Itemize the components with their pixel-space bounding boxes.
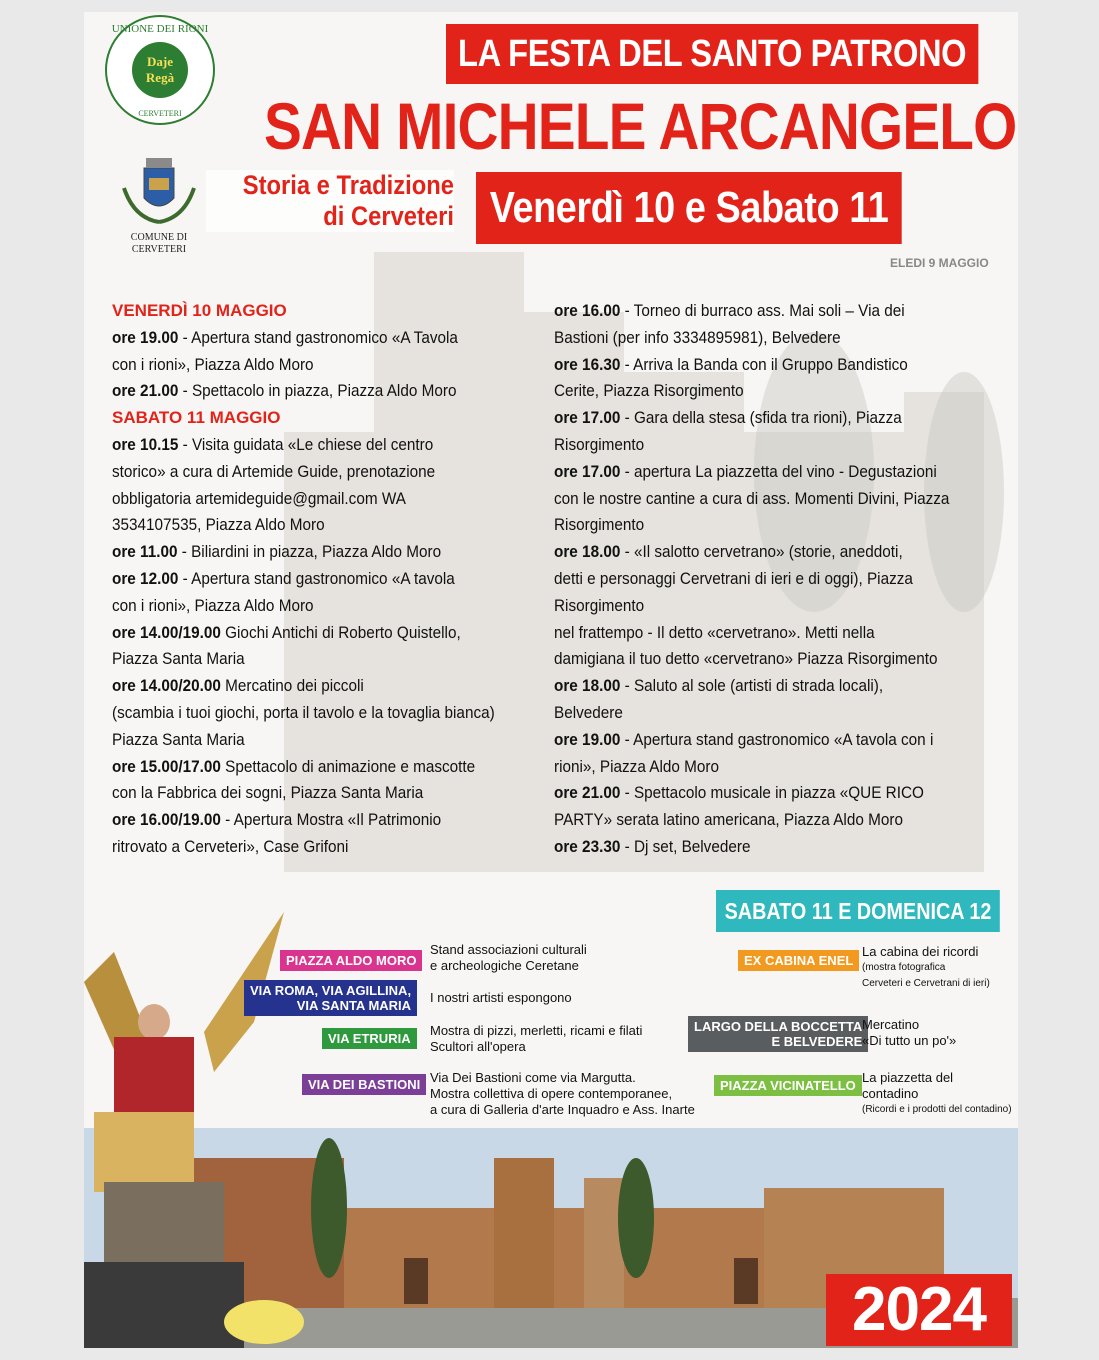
- location-tag-line: VIA ROMA, VIA AGILLINA,: [250, 983, 412, 998]
- schedule-entry: [112, 378, 532, 405]
- schedule-entry: [554, 673, 1014, 700]
- location-tag-line: LARGO DELLA BOCCETTA: [694, 1019, 863, 1034]
- schedule-entry: [112, 727, 532, 754]
- entry-line: [554, 378, 1014, 405]
- schedule-entry: [112, 459, 532, 486]
- entry-time: ore 17.00: [554, 461, 621, 481]
- entry-line: [112, 593, 532, 620]
- entry-line: [554, 780, 1014, 807]
- date-note: ELEDI 9 MAGGIO: [890, 256, 989, 270]
- location-description-line: La piazzetta del: [862, 1070, 954, 1085]
- location-tag: [244, 980, 417, 1016]
- schedule-entry: [112, 325, 532, 352]
- entry-text: con i rioni», Piazza Aldo Moro: [112, 354, 314, 374]
- location-tag: [688, 1016, 868, 1052]
- schedule-entry: [554, 352, 1014, 379]
- location-description-line: Via Dei Bastioni come via Margutta.: [430, 1070, 636, 1085]
- location-description-line: Mercatino: [862, 1017, 920, 1032]
- schedule-entry: [554, 780, 1014, 807]
- saint-michael-statue: [84, 912, 304, 1348]
- title-patron-feast: LA FESTA DEL SANTO PATRONO: [446, 24, 978, 84]
- entry-text: Spettacolo di animazione e mascotte: [220, 756, 476, 776]
- saturday-entries: [112, 432, 532, 861]
- entry-text: ritrovato a Cerveteri», Case Grifoni: [112, 836, 349, 856]
- entry-text: - apertura La piazzetta del vino - Degustazioni: [620, 461, 937, 481]
- entry-text: damigiana il tuo detto «cervetrano» Piazza Risorgimento: [554, 649, 938, 669]
- svg-text:COMUNE DI: COMUNE DI: [130, 232, 188, 243]
- location-description-line: contadino: [862, 1086, 919, 1101]
- entry-line: [554, 432, 1014, 459]
- schedule-entry: [554, 298, 1014, 325]
- entry-text: - Apertura stand gastronomico «A Tavola: [178, 327, 458, 347]
- entry-text: - Apertura stand gastronomico «A tavola con i: [620, 729, 934, 749]
- entry-text: - Spettacolo musicale in piazza «QUE RICO: [620, 783, 924, 803]
- location-description: [430, 942, 587, 974]
- schedule-entry: [112, 807, 532, 834]
- entry-line: [554, 727, 1014, 754]
- location-description-line: e archeologiche Ceretane: [430, 958, 579, 973]
- location-description: [862, 944, 990, 992]
- entry-text: con i rioni», Piazza Aldo Moro: [112, 595, 314, 615]
- schedule-entry: [112, 700, 532, 727]
- schedule-entry: [112, 673, 532, 700]
- entry-line: [554, 834, 1014, 861]
- svg-text:Regà: Regà: [145, 70, 175, 85]
- entry-text: (scambia i tuoi giochi, porta il tavolo e la tovaglia bianca): [112, 702, 495, 722]
- entry-line: [112, 566, 532, 593]
- entry-text: nel frattempo - Il detto «cervetrano». Metti nella: [554, 622, 875, 642]
- location-tag: [714, 1075, 862, 1096]
- entry-text: - Dj set, Belvedere: [620, 836, 751, 856]
- event-dates: Venerdì 10 e Sabato 11: [476, 172, 902, 244]
- title-saint-name: SAN MICHELE ARCANGELO: [264, 89, 1017, 163]
- entry-line: [554, 754, 1014, 781]
- schedule-entry: [112, 780, 532, 807]
- entry-line: [112, 512, 532, 539]
- location-note-line: (mostra fotografica: [862, 962, 946, 973]
- entry-line: [554, 700, 1014, 727]
- location-description: [862, 1070, 1012, 1118]
- location-description-line: a cura di Galleria d'arte Inquadro e Ass. Inarte: [430, 1102, 695, 1117]
- entry-text: - Saluto al sole (artisti di strada locali),: [620, 676, 884, 696]
- entry-text: Risorgimento: [554, 434, 645, 454]
- schedule-entry: [554, 620, 1014, 647]
- location-description-line: Mostra collettiva di opere contemporanee,: [430, 1086, 673, 1101]
- entry-text: storico» a cura di Artemide Guide, prenotazione: [112, 461, 436, 481]
- svg-text:CERVETERI: CERVETERI: [138, 109, 182, 118]
- entry-line: [112, 620, 532, 647]
- entry-line: [112, 459, 532, 486]
- location-description: [862, 1017, 956, 1049]
- friday-entries: [112, 325, 532, 405]
- schedule-right-column: [554, 298, 1014, 861]
- schedule-entry: [112, 834, 532, 861]
- entry-time: ore 18.00: [554, 542, 621, 562]
- entry-text: Cerite, Piazza Risorgimento: [554, 381, 744, 401]
- entry-line: [112, 834, 532, 861]
- location-tag-line: VIA SANTA MARIA: [296, 998, 412, 1013]
- entry-text: rioni», Piazza Aldo Moro: [554, 756, 719, 776]
- location-description: [430, 1023, 642, 1055]
- location-description-line: Mostra di pizzi, merletti, ricami e filati: [430, 1023, 643, 1038]
- schedule-entry: [554, 807, 1014, 834]
- entry-text: - Gara della stesa (sfida tra rioni), Piazza: [620, 408, 902, 428]
- entry-line: [112, 700, 532, 727]
- entry-text: Risorgimento: [554, 515, 645, 535]
- entry-line: [554, 673, 1014, 700]
- entry-text: Risorgimento: [554, 595, 645, 615]
- entry-line: [112, 673, 532, 700]
- entry-text: 3534107535, Piazza Aldo Moro: [112, 515, 325, 535]
- location-tag-line: VIA ETRURIA: [328, 1031, 411, 1046]
- unione-dei-rioni-logo: [102, 12, 218, 128]
- entry-line: [554, 459, 1014, 486]
- entry-time: ore 15.00/17.00: [112, 756, 221, 776]
- entry-line: [112, 539, 532, 566]
- schedule-entry: [554, 700, 1014, 727]
- schedule-entry: [112, 754, 532, 781]
- entry-text: Bastioni (per info 3334895981), Belvedere: [554, 327, 841, 347]
- entry-time: ore 17.00: [554, 408, 621, 428]
- entry-line: [554, 405, 1014, 432]
- entry-time: ore 19.00: [554, 729, 621, 749]
- entry-time: ore 12.00: [112, 568, 179, 588]
- location-description: [430, 1070, 695, 1118]
- saturday-afternoon-entries: [554, 298, 1014, 861]
- schedule-entry: [554, 834, 1014, 861]
- schedule-entry: [554, 325, 1014, 352]
- entry-time: ore 14.00/19.00: [112, 622, 221, 642]
- entry-text: - Torneo di burraco ass. Mai soli – Via dei: [620, 301, 905, 320]
- schedule-entry: [112, 646, 532, 673]
- entry-text: Belvedere: [554, 702, 623, 722]
- schedule-entry: [112, 620, 532, 647]
- schedule-entry: [112, 593, 532, 620]
- location-description-line: Stand associazioni culturali: [430, 942, 587, 957]
- entry-line: [554, 298, 1014, 325]
- entry-line: [554, 807, 1014, 834]
- location-note-line: (Ricordi e i prodotti del contadino): [862, 1104, 1012, 1115]
- entry-line: [112, 646, 532, 673]
- entry-time: ore 16.00/19.00: [112, 810, 221, 830]
- entry-line: [554, 325, 1014, 352]
- entry-line: [554, 593, 1014, 620]
- schedule-entry: [112, 512, 532, 539]
- entry-line: [112, 727, 532, 754]
- entry-text: Mercatino dei piccoli: [220, 676, 364, 696]
- schedule-entry: [554, 593, 1014, 620]
- location-description: [430, 990, 572, 1006]
- schedule-entry: [554, 432, 1014, 459]
- schedule-entry: [554, 512, 1014, 539]
- entry-text: obbligatoria artemideguide@gmail.com WA: [112, 488, 406, 508]
- day-heading-saturday: SABATO 11 MAGGIO: [112, 408, 281, 428]
- entry-time: ore 21.00: [554, 783, 621, 803]
- subtitle: [206, 170, 454, 232]
- schedule-entry: [554, 378, 1014, 405]
- entry-line: [554, 352, 1014, 379]
- entry-line: [554, 512, 1014, 539]
- entry-text: Giochi Antichi di Roberto Quistello,: [220, 622, 461, 642]
- entry-line: [112, 432, 532, 459]
- schedule-entry: [554, 646, 1014, 673]
- entry-text: - Apertura Mostra «Il Patrimonio: [220, 810, 442, 830]
- location-tag: [302, 1074, 426, 1095]
- schedule-entry: [554, 405, 1014, 432]
- svg-text:CERVETERI: CERVETERI: [131, 244, 187, 255]
- entry-line: [112, 325, 532, 352]
- entry-text: - Apertura stand gastronomico «A tavola: [178, 568, 455, 588]
- entry-text: PARTY» serata latino americana, Piazza Aldo Moro: [554, 810, 903, 830]
- schedule-entry: [554, 727, 1014, 754]
- location-tag-line: E BELVEDERE: [771, 1034, 863, 1049]
- entry-text: - «Il salotto cervetrano» (storie, aneddoti,: [620, 542, 903, 562]
- entry-line: [554, 539, 1014, 566]
- location-description-line: I nostri artisti espongono: [430, 990, 572, 1005]
- entry-time: ore 14.00/20.00: [112, 676, 221, 696]
- location-tag-line: EX CABINA ENEL: [744, 953, 854, 968]
- schedule-entry: [554, 459, 1014, 486]
- entry-line: [112, 352, 532, 379]
- location-tag-line: PIAZZA VICINATELLO: [720, 1078, 856, 1093]
- entry-line: [554, 486, 1014, 513]
- location-description-line: Scultori all'opera: [430, 1039, 526, 1054]
- schedule-entry: [112, 352, 532, 379]
- entry-text: - Biliardini in piazza, Piazza Aldo Moro: [177, 542, 442, 562]
- schedule-entry: [112, 486, 532, 513]
- subtitle-line2: di Cerveteri: [323, 201, 454, 231]
- schedule-entry: [112, 432, 532, 459]
- entry-text: Piazza Santa Maria: [112, 729, 245, 749]
- schedule-entry: [112, 539, 532, 566]
- entry-line: [112, 807, 532, 834]
- schedule-left-column: [112, 298, 532, 861]
- day-heading-friday: VENERDÌ 10 MAGGIO: [112, 301, 287, 320]
- svg-text:Daje: Daje: [147, 54, 173, 69]
- location-tag: [322, 1028, 417, 1049]
- entry-line: [554, 566, 1014, 593]
- entry-line: [112, 754, 532, 781]
- entry-time: ore 19.00: [112, 327, 179, 347]
- schedule-entry: [554, 566, 1014, 593]
- location-tag-line: VIA DEI BASTIONI: [308, 1077, 421, 1092]
- location-tag-line: PIAZZA ALDO MORO: [286, 953, 417, 968]
- entry-text: Piazza Santa Maria: [112, 649, 245, 669]
- comune-di-cerveteri-crest: [114, 148, 204, 258]
- entry-time: ore 16.00: [554, 301, 621, 320]
- entry-text: con la Fabbrica dei sogni, Piazza Santa Maria: [112, 783, 424, 803]
- entry-line: [112, 486, 532, 513]
- schedule-entry: [112, 566, 532, 593]
- entry-time: ore 10.15: [112, 434, 179, 454]
- entry-text: - Visita guidata «Le chiese del centro: [178, 434, 434, 454]
- location-tag: [738, 950, 859, 971]
- entry-time: ore 23.30: [554, 836, 621, 856]
- entry-text: - Arriva la Banda con il Gruppo Bandistico: [620, 354, 908, 374]
- entry-line: [112, 378, 532, 405]
- entry-text: con le nostre cantine a cura di ass. Momenti Divini, Piazza: [554, 488, 950, 508]
- schedule-entry: [554, 539, 1014, 566]
- entry-line: [554, 620, 1014, 647]
- schedule-entry: [554, 754, 1014, 781]
- schedule-entry: [554, 486, 1014, 513]
- entry-time: ore 16.30: [554, 354, 621, 374]
- entry-time: ore 11.00: [112, 542, 178, 562]
- entry-time: ore 18.00: [554, 676, 621, 696]
- location-tag: [280, 950, 422, 971]
- location-description-line: La cabina dei ricordi: [862, 944, 979, 959]
- year-badge: 2024: [826, 1274, 1012, 1346]
- location-note-line: Cerveteri e Cervetrani di ieri): [862, 978, 990, 989]
- location-description-line: «Di tutto un po'»: [862, 1033, 957, 1048]
- entry-line: [112, 780, 532, 807]
- entry-text: detti e personaggi Cervetrani di ieri e di oggi), Piazza: [554, 568, 913, 588]
- svg-text:UNIONE DEI RIONI: UNIONE DEI RIONI: [111, 23, 209, 35]
- entry-text: - Spettacolo in piazza, Piazza Aldo Moro: [178, 381, 457, 401]
- weekend-heading: SABATO 11 E DOMENICA 12: [716, 890, 1000, 932]
- entry-time: ore 21.00: [112, 381, 179, 401]
- event-poster: [84, 12, 1018, 1348]
- subtitle-line1: Storia e Tradizione: [242, 170, 454, 200]
- entry-line: [554, 646, 1014, 673]
